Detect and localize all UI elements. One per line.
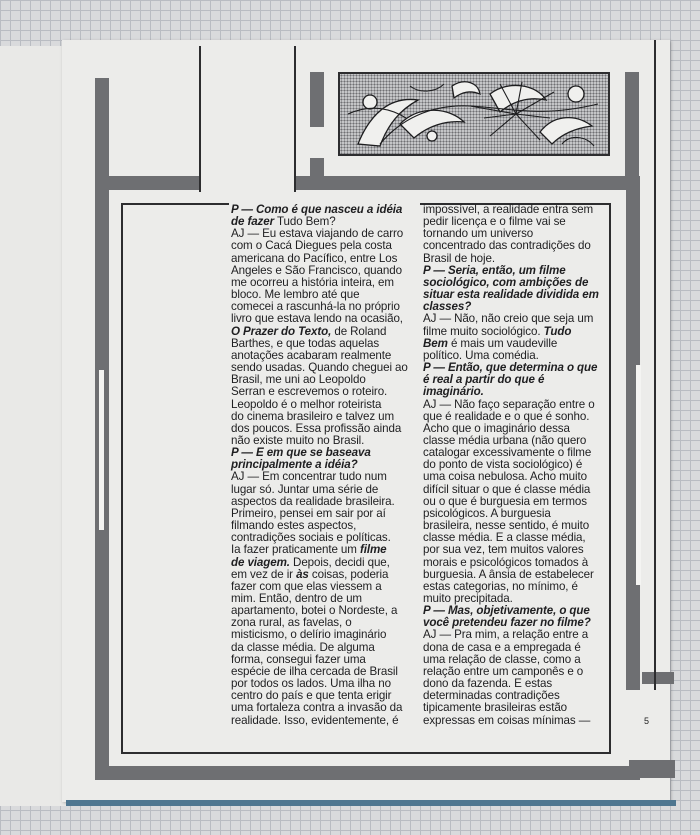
text-span: expressas em coisas mínimas — — [423, 713, 591, 727]
text-span: uma fortaleza contra a invasão da — [231, 701, 403, 715]
emphasis-span: você pretendeu fazer no filme? — [423, 616, 591, 630]
text-span: que é realidade e o que é sonho. — [423, 409, 590, 423]
text-span: zona rural, as favelas, o — [231, 616, 352, 630]
text-span: psicológicos. A burguesia — [423, 506, 551, 520]
emphasis-span: sociológico, com ambições de — [423, 275, 589, 289]
text-span: filmando estes aspectos, — [231, 519, 357, 533]
emphasis-span: P — E em que se baseava — [231, 446, 371, 460]
emphasis-span: P — Então, que determina o que — [423, 361, 598, 375]
text-span: aspectos da realidade brasileira. — [231, 494, 395, 508]
text-span: Acho que o imaginário dessa — [423, 421, 570, 435]
emphasis-span: classes? — [423, 300, 472, 314]
text-span: pedir licença e o filme vai se — [423, 215, 566, 229]
text-span: sendo usadas. Quando cheguei ao — [231, 361, 408, 375]
text-span: Leopoldo é o melhor roteirista — [231, 397, 382, 411]
text-span: classe média. E a classe média, — [423, 531, 586, 545]
text-span: Brasil, me uni ao Leopoldo — [231, 373, 366, 387]
text-span: impossível, a realidade entra sem — [423, 203, 594, 216]
text-span: AJ — Pra mim, a relação entre a — [423, 628, 589, 642]
text-span: determinadas contradições — [423, 689, 560, 703]
text-span: AJ — Eu estava viajando de carro — [231, 227, 404, 241]
page-bottom-edge — [66, 800, 676, 806]
text-span: por sua vez, tem muitos valores — [423, 543, 584, 557]
text-span: dos poucos. Essa profissão ainda — [231, 421, 402, 435]
text-span: espécie de ilha cercada de Brasil — [231, 664, 398, 678]
text-span: difícil situar o que é classe média — [423, 482, 591, 496]
text-column-left — [231, 204, 419, 727]
previous-page-edge — [0, 46, 67, 806]
text-span: por todos os lados. Uma ilha no — [231, 677, 391, 691]
text-span: contradições sociais e políticas. — [231, 531, 391, 545]
text-span: Depois, decidi que, — [289, 555, 390, 569]
text-span: morais e psicológicos tomados à — [423, 555, 589, 569]
text-column-right — [423, 204, 603, 727]
text-span: filme muito sociológico. — [423, 324, 544, 338]
emphasis-span: de viagem. — [231, 555, 290, 569]
text-span: AJ — Em concentrar tudo num — [231, 470, 387, 484]
text-span: me ocorreu a história inteira, em — [231, 275, 394, 289]
text-span: relação entre um camponês e o — [423, 664, 584, 678]
text-span: de Roland — [331, 324, 387, 338]
text-span: estas categorias, no mínimo, é — [423, 579, 578, 593]
emphasis-span: O Prazer do Texto, — [231, 324, 332, 338]
text-line — [231, 715, 419, 727]
text-span: Primeiro, pensei em sair por aí — [231, 506, 386, 520]
emphasis-span: filme — [359, 543, 387, 557]
text-span: Tudo Bem? — [274, 215, 336, 229]
text-span: não existe muito no Brasil. — [231, 433, 365, 447]
text-span: apartamento, botei o Nordeste, a — [231, 604, 398, 618]
text-line — [423, 715, 603, 727]
text-span: americana do Pacífico, entre Los — [231, 251, 398, 265]
text-span: mim. Então, dentro de um — [231, 592, 362, 605]
text-span: em vez de ir — [231, 567, 297, 581]
text-span: classe média urbana (não quero — [423, 433, 587, 447]
text-span: dona de casa e a empregada é — [423, 640, 581, 654]
text-span: coisas, poderia — [308, 567, 389, 581]
emphasis-span: de fazer — [231, 215, 275, 229]
emphasis-span: P — Mas, objetivamente, o que — [423, 604, 590, 618]
emphasis-span: imaginário. — [423, 385, 484, 399]
emphasis-span: P — Como é que nasceu a idéia — [231, 203, 403, 216]
emphasis-span: Bem — [423, 336, 448, 350]
text-span: Barthes, e que todas aquelas — [231, 336, 380, 350]
emphasis-span: principalmente a idéia? — [231, 458, 358, 472]
text-span: forma, consegui fazer uma — [231, 652, 366, 666]
text-span: com o Cacá Diegues pela costa — [231, 239, 392, 253]
emphasis-span: situar esta realidade dividida em — [423, 288, 599, 302]
text-span: misticismo, o delírio imaginário — [231, 628, 387, 642]
text-span: é mais um vaudeville — [447, 336, 558, 350]
text-span: burguesia. A ânsia de estabelecer — [423, 567, 594, 581]
text-span: ou o que é burguesia em termos — [423, 494, 587, 508]
text-span: AJ — Não, não creio que seja um — [423, 312, 594, 326]
text-span: concentrado das contradições do — [423, 239, 591, 253]
text-span: uma coisa nebulosa. Acho muito — [423, 470, 587, 484]
text-span: AJ — Não faço separação entre o — [423, 397, 595, 411]
text-span: bloco. Me lembro até que — [231, 288, 360, 302]
emphasis-span: às — [296, 567, 309, 581]
text-span: Ia fazer praticamente um — [231, 543, 360, 557]
text-span: catalogar excessivamente o filme — [423, 446, 592, 460]
text-span: realidade. Isso, evidentemente, é — [231, 713, 399, 727]
text-span: do ponto de vista sociológico) é — [423, 458, 583, 472]
text-span: comecei a rascunhá-la no próprio — [231, 300, 400, 314]
text-span: tornando um universo — [423, 227, 534, 241]
text-span: centro do país e que tenta erigir — [231, 689, 392, 703]
page-number: 5 — [644, 716, 650, 726]
text-span: lugar só. Juntar uma série de — [231, 482, 379, 496]
text-span: brasileira, nesse sentido, é muito — [423, 519, 590, 533]
text-span: dono da fazenda. E estas — [423, 677, 553, 691]
text-span: Brasil de hoje. — [423, 251, 495, 265]
text-span: tipicamente brasileiras estão — [423, 701, 568, 715]
text-span: muito precipitada. — [423, 592, 513, 605]
emphasis-span: Tudo — [543, 324, 572, 338]
text-span: da classe média. De alguma — [231, 640, 375, 654]
text-span: do cinema brasileiro e talvez um — [231, 409, 395, 423]
text-span: político. Uma comédia. — [423, 348, 539, 362]
text-span: livro que estava lendo na ocasião, — [231, 312, 403, 326]
text-span: Serran e escrevemos o roteiro. — [231, 385, 388, 399]
text-span: fazer com que elas viessem a — [231, 579, 382, 593]
text-span: Angeles e São Francisco, quando — [231, 263, 402, 277]
text-span: anotações acabaram realmente — [231, 348, 392, 362]
emphasis-span: é real a partir do que é — [423, 373, 545, 387]
emphasis-span: P — Seria, então, um filme — [423, 263, 566, 277]
floral-illustration-icon — [338, 72, 610, 156]
text-span: uma relação de classe, como a — [423, 652, 581, 666]
